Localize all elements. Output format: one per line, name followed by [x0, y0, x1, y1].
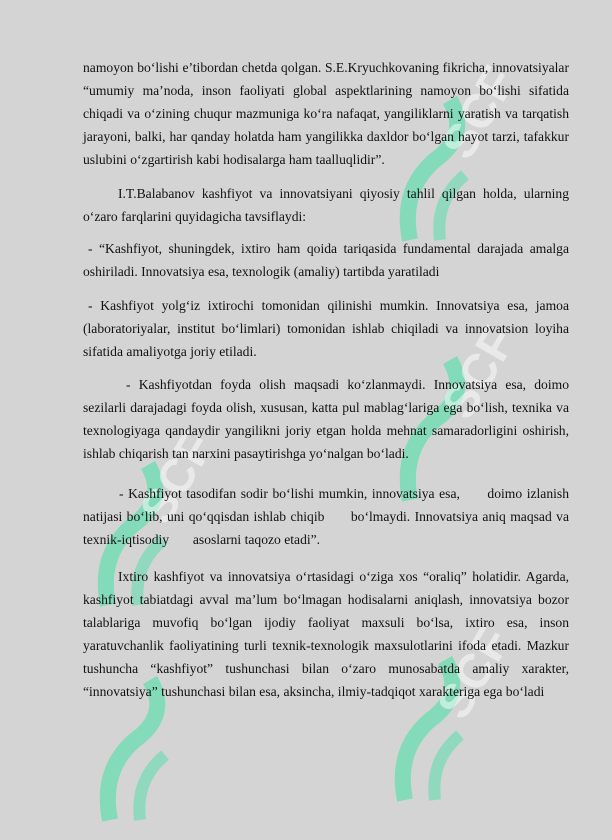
paragraph-4 [83, 294, 569, 363]
svg-text:SCF: SCF [427, 618, 522, 728]
paragraph-1 [83, 56, 569, 171]
svg-text:SCF: SCF [130, 423, 225, 533]
paragraph-3 [83, 237, 569, 283]
paragraph-5 [83, 373, 569, 465]
svg-text:SCF: SCF [432, 318, 527, 428]
paragraph-2 [83, 182, 569, 228]
paragraph-1-text: namoyon bo‘lishi e’tibordan chetda qolgan. S.E.Kryuchkovaning fikricha, innovatsiyalar “umumiy ma’noda, inson faoliyati global aspektlarining namoyon bo‘lishi sifatida chiqadi va o‘zining chuqur mazmuniga ko‘ra nafaqat, yangiliklarni yaratish va tarqatish jarayoni, balki, har qanday holatda ham yangilikka daxldor bo‘lgan hayot tarzi, tafakkur uslubini o‘zgartirish kabi hodisalarga ham taalluqlidir”. [83, 60, 569, 167]
paragraph-2-text: I.T.Balabanov kashfiyot va innovatsiyani qiyosiy tahlil qilgan holda, ularning o‘zaro farqlarini quyidagicha tavsiflaydi: [83, 186, 569, 224]
paragraph-6-text: - Kashfiyot tasodifan sodir bo‘lishi mumkin, innovatsiya esa, doimo izlanish natijasi bo‘lib, uni qo‘qqisdan ishlab chiqib bo‘lmaydi. Innovatsiya aniq maqsad va texnik-iqtisodiy asoslarni taqozo etadi”. [83, 486, 573, 547]
paragraph-3-text: - “Kashfiyot, shuningdek, ixtiro ham qoida tariqasida fundamental darajada amalga oshiriladi. Innovatsiya esa, texnologik (amaliy) tartibda yaratiladi [83, 241, 569, 279]
paragraph-7 [83, 565, 569, 703]
paragraph-7-text: Ixtiro kashfiyot va innovatsiya o‘rtasidagi o‘ziga xos “oraliq” holatidir. Agarda, kashfiyot tabiatdagi avval ma’lum bo‘lmagan hodisalarni aniqlash, innovatsiya bozor talablariga muvofiq bo‘lgan ijodiy faoliyat maxsuli bo‘lsa, ixtiro esa, inson yaratuvchanlik faoliyatining turli texnik-texnologik maxsulotlarini ifoda etadi. Mazkur tushuncha “kashfiyot” tushunchasi bilan o‘zaro munosabatda amaliy xarakter, “innovatsiya” tushunchasi bilan esa, aksincha, ilmiy-tadqiqot xarakteriga ega bo‘ladi [83, 569, 569, 699]
paragraph-4-text: - Kashfiyot yolg‘iz ixtirochi tomonidan qilinishi mumkin. Innovatsiya esa, jamoa (laboratoriyalar, institut bo‘limlari) tomonidan ishlab chiqiladi va innovatsion loyiha sifatida amaliyotga joriy etiladi. [83, 298, 569, 359]
svg-text:SCF: SCF [432, 58, 527, 168]
paragraph-6 [83, 482, 573, 551]
paragraph-5-text: - Kashfiyotdan foyda olish maqsadi ko‘zlanmaydi. Innovatsiya esa, doimo sezilarli darajadagi foyda olish, xususan, katta pul mablag‘lariga ega bo‘lish, texnika va texnologiyaga qandaydir yangilikni joriy etgan holda mehnat samaradorligini oshirish, ishlab chiqarish tan narxini pasaytirishga yo‘nalgan bo‘ladi. [83, 377, 569, 461]
